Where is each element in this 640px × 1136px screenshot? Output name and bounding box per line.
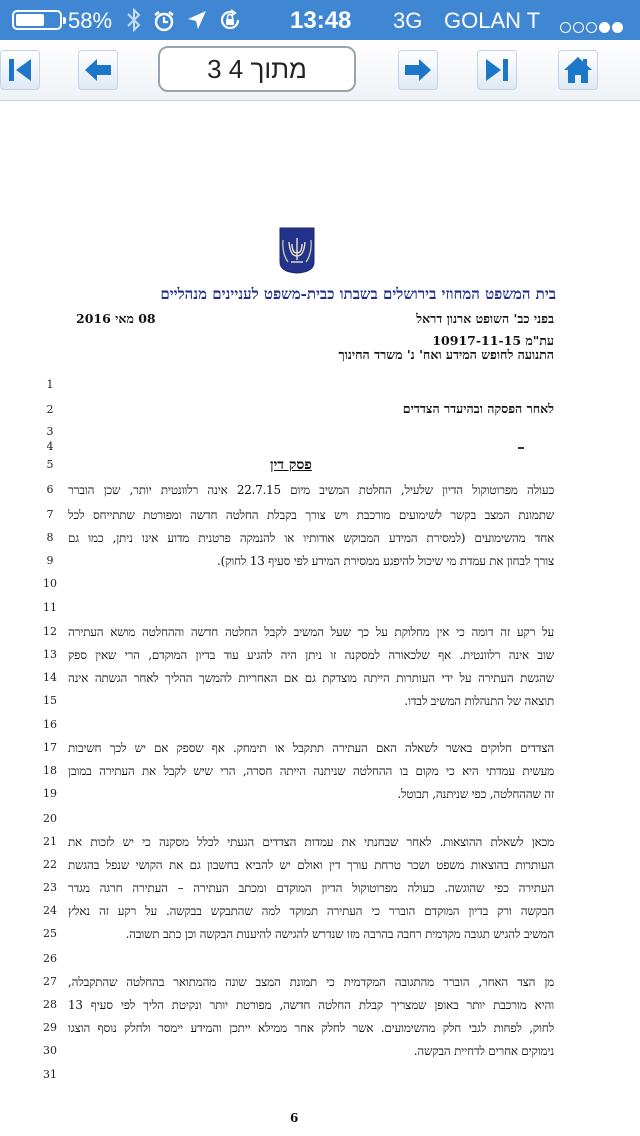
line-number: 12 (43, 625, 57, 638)
line-number: 19 (43, 787, 57, 800)
body-line: צורך לבחון את עמדת מי שיכול להיפגע ממסירת המידע לפי סעיף 13 לחוק). (217, 554, 554, 568)
arrow-right-icon (403, 55, 433, 85)
body-line: שהגשת העתירה על ידי העותרות הייתה מוצדקת גם אם האחריות להמשך ההליך לאחר הגשתה אינה (68, 671, 554, 685)
line-number: 8 (46, 531, 54, 544)
body-line: לחוק, לפחות לגבי חלק מהשימועים. אשר לחלק אחר ממילא ייתכן והמידע יימסר ולחלק נוסף הוצגו (68, 1021, 554, 1035)
first-page-icon (5, 55, 35, 85)
home-icon (563, 55, 593, 85)
ruling-title: פסק דין (270, 457, 312, 473)
line-number: 28 (43, 998, 57, 1011)
line-number: 24 (43, 904, 57, 917)
previous-page-button[interactable] (78, 50, 118, 90)
line-number: 13 (43, 648, 57, 661)
signal-strength-icon (560, 13, 625, 39)
line-number: 21 (43, 835, 57, 848)
body-line: זה שההחלטה, כפי שניתנה, תבוטל. (397, 787, 554, 801)
line-number: 3 (46, 425, 54, 438)
network-type: 3G (393, 8, 423, 33)
line-number: 20 (43, 812, 57, 825)
line-number: 23 (43, 881, 57, 894)
hearing-note: לאחר הפסקה ובהיעדר הצדדים (402, 401, 554, 416)
line-number: 18 (43, 764, 57, 777)
body-line: על רקע זה דומה כי אין מחלוקת על כך שעל המשיב לקבל החלטה חדשה וההחלטה מושא העתירה (68, 625, 554, 639)
document-page[interactable] (0, 101, 640, 1136)
body-line: מכאן לשאלת ההוצאות. לאחר שבחנתי את עמדות הצדדים הגעתי לכלל מסקנה כי יש לזכות את (68, 835, 554, 849)
navigation-toolbar (0, 40, 640, 101)
body-line: והיא מורכבת יותר באופן שמצריך קבלת החלטה חדשה, מפורטת יותר ונקיטת הליך לפי סעיף 13 (68, 998, 554, 1012)
line-number: 10 (43, 577, 57, 590)
body-line: שתמונת המצב בקשר לשימועים מורכבת ויש צורך בקבלת החלטה חדשה ומפורטת שתתייחס לכל (68, 508, 554, 522)
line-number: 26 (43, 952, 57, 965)
home-button[interactable] (558, 50, 598, 90)
body-line: מעשית עמדתי היא כי מקום בו ההחלטה שניתנה הייתה חסרה, הרי שיש לקבל את העתירה במובן (68, 764, 554, 778)
body-line: אחד מהשימועים (למסירת המידע המבוקש אודותיו או להנמקה פרטנית מדוע אינו ניתן, כמו גם (68, 531, 554, 545)
clock: 13:48 (290, 7, 352, 34)
page-number: 6 (290, 1111, 299, 1125)
line-number: 29 (43, 1021, 57, 1034)
status-bar (0, 0, 640, 40)
body-line: כעולה מפרוטוקול הדיון שלעיל, החלטת המשיב מיום 22.7.15 אינה רלוונטית יותר, שכן הוברר (68, 483, 555, 497)
line-number: 1 (46, 378, 54, 391)
body-line: העתירה כפי שהוגשה. כעולה מפרוטוקול הדיון המוקדם ומכתב העתירה – העתירה חרגה מגדר (68, 881, 554, 895)
ruling-date: 08 מאי 2016 (76, 311, 156, 326)
line-number: 4 (46, 440, 54, 453)
line-number: 6 (46, 483, 54, 496)
body-line: העותרות בהוצאות משפט ושכר טרחת עורך דין ואולם יש להביא בחשבון גם את הקושי שנפל בהגשת (68, 858, 554, 872)
line-number: 5 (46, 458, 54, 471)
body-line: הצדדים חלוקים באשר לשאלה האם העתירה תתקבל או תימחק. אף שספק אם יש לכך חשיבות (68, 741, 554, 755)
line-number: 15 (43, 694, 57, 707)
line-number: 22 (43, 858, 57, 871)
last-page-button[interactable] (477, 50, 517, 90)
battery-percent: 58% (68, 8, 113, 33)
body-line: נימוקים אחרים לדחיית הבקשה. (413, 1044, 554, 1058)
court-title: בית המשפט המחוזי בירושלים בשבתו כבית-משפט לעניינים מנהליים (160, 285, 556, 303)
carrier-name: GOLAN T (444, 8, 541, 33)
line-number: 30 (43, 1044, 57, 1057)
line-number: 25 (43, 927, 57, 940)
battery-icon (12, 10, 62, 30)
body-line: הבקשה ורק בדיון המוקדם הוברר כי העתירה תמוקד למה שהתבקש בבקשה. על רקע זה נאלץ (68, 904, 554, 918)
body-line: שוב אינה רלוונטית. אף שלכאורה למסקנה זו ניתן היה להגיע עוד בדיון המוקדם, הרי שאין ספק (68, 648, 554, 662)
line-number: 9 (46, 554, 54, 567)
rotation-lock-icon (218, 8, 242, 38)
line-number: 16 (43, 718, 57, 731)
page-indicator[interactable]: 3 מתוך 4 (158, 46, 356, 92)
line-number: 2 (46, 403, 54, 416)
location-icon (186, 9, 208, 37)
line-number: 7 (46, 508, 54, 521)
line-number: 31 (43, 1068, 57, 1081)
next-page-button[interactable] (398, 50, 438, 90)
line-number: 27 (43, 975, 57, 988)
line-number: 11 (43, 601, 57, 614)
last-page-icon (482, 55, 512, 85)
body-line: תוצאה של התנהלות המשיב לבדו. (404, 694, 554, 708)
case-number: עת"מ 10917-11-15 (432, 333, 554, 348)
parties-line: התנועה לחופש המידע ואח' נ' משרד החינוך (338, 347, 554, 362)
first-page-button[interactable] (0, 50, 40, 90)
state-emblem-icon (278, 226, 316, 278)
arrow-left-icon (83, 55, 113, 85)
line-number: 17 (43, 741, 57, 754)
judge-line: בפני כב' השופט ארנון דראל (416, 311, 554, 326)
margin-mark (518, 447, 524, 449)
line-number: 14 (43, 671, 57, 684)
body-line: מן הצד האחר, הוברר מהתגובה המקדמית כי תמונת המצב שונה מהמתואר בהחלטה שהתקבלה, (68, 975, 554, 989)
bluetooth-icon (126, 7, 142, 39)
body-line: המשיב להגיש תגובה מקדמית רחבה בהרבה מזו שנדרש להגישה להיענות הבקשה וכן כתב תשובה. (125, 927, 554, 941)
alarm-icon (152, 9, 176, 39)
